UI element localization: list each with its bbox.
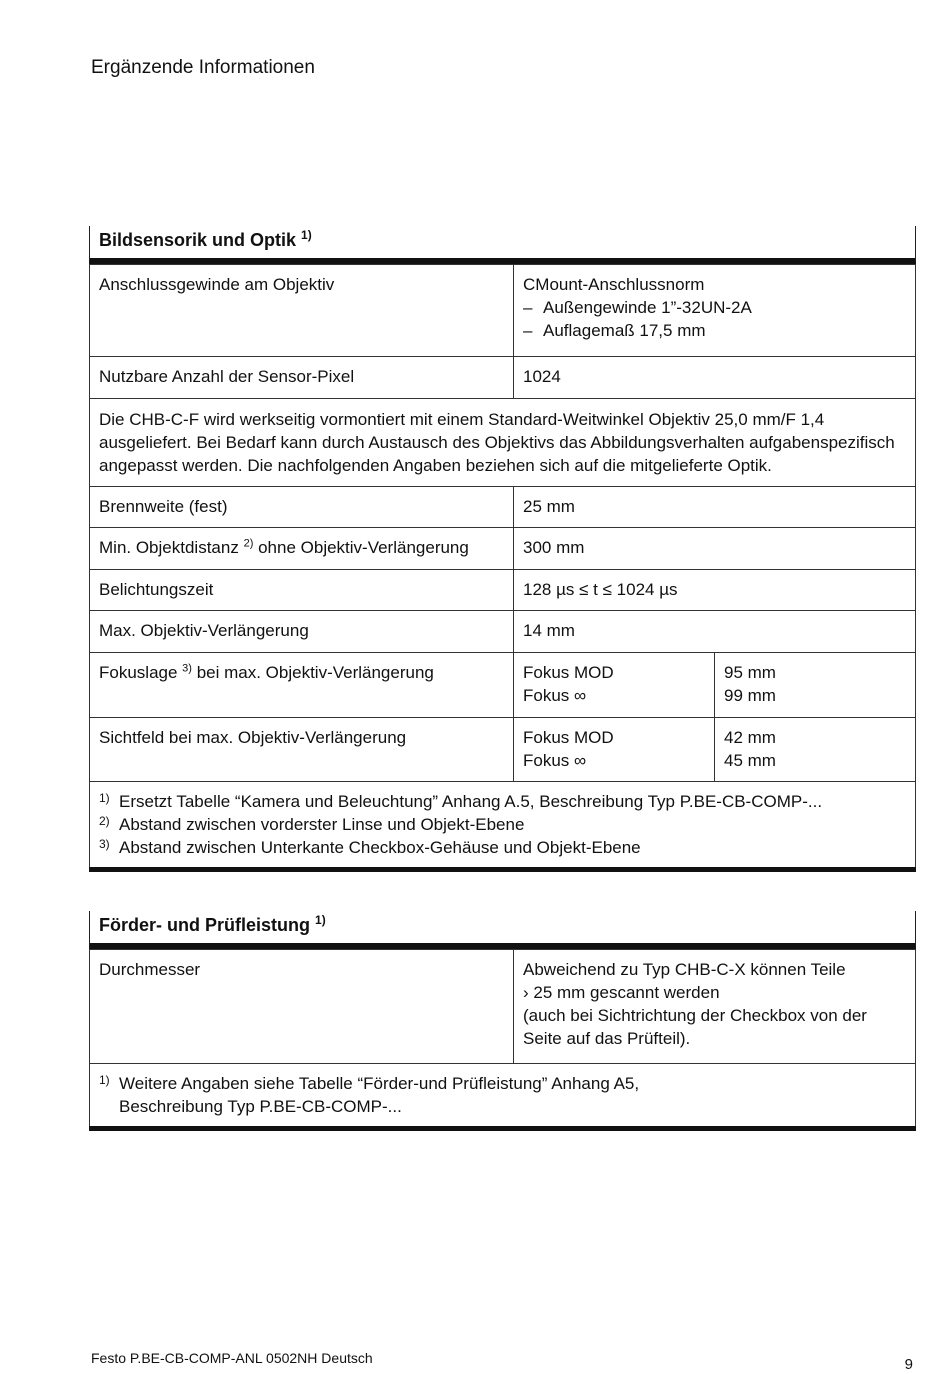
focus-mod-label: Fokus MOD xyxy=(523,728,614,747)
table-row xyxy=(90,357,916,399)
title-footnote-ref: 1) xyxy=(315,913,326,927)
table-row xyxy=(90,528,916,570)
focus-values xyxy=(715,653,916,718)
table-title xyxy=(89,226,916,264)
dash-item xyxy=(523,319,907,342)
row-value xyxy=(514,950,916,1064)
dash-item xyxy=(523,296,907,319)
row-value: 128 µs ≤ t ≤ 1024 µs xyxy=(514,570,916,611)
focus-inf-value: 99 mm xyxy=(724,686,776,705)
table-title xyxy=(89,911,916,949)
table-row xyxy=(90,399,916,487)
focus-modes xyxy=(514,653,715,718)
footnote-text: Abstand zwischen vorderster Linse und Objekt-Ebene xyxy=(119,815,525,834)
optics-note: Die CHB-C-F wird werkseitig vormontiert mit einem Standard-Weitwinkel Objektiv 25,0 mm/F 1,4 ausgeliefert. Bei Bedarf kann durch Austausch des Objektivs das Abbildungsverhalten aufgabenspezifisch angepasst werden. Die nachfolgenden Angaben beziehen sich auf die mitgelieferte Optik. xyxy=(90,399,916,487)
focus-modes xyxy=(514,718,715,782)
footnotes-row xyxy=(90,782,916,870)
page-number: 9 xyxy=(904,1356,913,1373)
footnote xyxy=(99,790,907,813)
focus-mod-value: 95 mm xyxy=(724,663,776,682)
row-label: Max. Objektiv-Verlängerung xyxy=(90,611,514,653)
footnote-line: Beschreibung Typ P.BE-CB-COMP-... xyxy=(119,1097,402,1116)
spec-table xyxy=(89,949,916,1131)
table-title-text: Förder- und Prüfleistung xyxy=(99,915,310,935)
row-value: 1024 xyxy=(514,357,916,399)
table-row xyxy=(90,950,916,1064)
footnote-text xyxy=(119,1072,639,1118)
footnote-text: Abstand zwischen Unterkante Checkbox-Gehäuse und Objekt-Ebene xyxy=(119,838,641,857)
page-header: Ergänzende Informationen xyxy=(91,57,315,78)
footnote xyxy=(99,1072,907,1118)
footnote-ref: 2) xyxy=(243,537,254,550)
table-bildsensorik xyxy=(89,226,916,872)
footer-doc-ref: Festo P.BE-CB-COMP-ANL 0502NH Deutsch xyxy=(91,1350,373,1366)
footnotes xyxy=(90,782,916,870)
footnotes-row xyxy=(90,1064,916,1129)
focus-inf-label: Fokus ∞ xyxy=(523,686,587,705)
label-part: Min. Objektdistanz xyxy=(99,538,239,557)
table-foerderleistung xyxy=(89,911,916,1131)
footnote-mark: 1) xyxy=(99,1073,110,1087)
value-line: Abweichend zu Typ CHB-C-X können Teile xyxy=(523,960,846,979)
footnote xyxy=(99,836,907,859)
focus-inf-label: Fokus ∞ xyxy=(523,751,587,770)
row-label: Belichtungszeit xyxy=(90,570,514,611)
footnote xyxy=(99,813,907,836)
row-label: Sichtfeld bei max. Objektiv-Verlängerung xyxy=(90,718,514,782)
row-label: Brennweite (fest) xyxy=(90,487,514,528)
table-row xyxy=(90,611,916,653)
value-line: CMount-Anschlussnorm xyxy=(523,275,705,294)
footnote-line: Weitere Angaben siehe Tabelle “Förder-und Prüfleistung” Anhang A5, xyxy=(119,1074,640,1093)
row-label: Anschlussgewinde am Objektiv xyxy=(90,265,514,357)
row-value: 300 mm xyxy=(514,528,916,570)
table-row xyxy=(90,653,916,718)
value-line: Außengewinde 1”-32UN-2A xyxy=(543,298,752,317)
row-value xyxy=(514,265,916,357)
fov-values xyxy=(715,718,916,782)
table-row xyxy=(90,570,916,611)
value-line: (auch bei Sichtrichtung der Checkbox von der Seite auf das Prüfteil). xyxy=(523,1006,867,1048)
row-value: 25 mm xyxy=(514,487,916,528)
row-label xyxy=(90,653,514,718)
focus-mod-label: Fokus MOD xyxy=(523,663,614,682)
footnote-mark: 1) xyxy=(99,791,110,805)
spec-table xyxy=(89,264,916,872)
fov-mod-value: 42 mm xyxy=(724,728,776,747)
table-row xyxy=(90,718,916,782)
table-title-text: Bildsensorik und Optik xyxy=(99,230,297,250)
value-line: Auflagemaß 17,5 mm xyxy=(543,321,706,340)
row-label: Nutzbare Anzahl der Sensor-Pixel xyxy=(90,357,514,399)
footnotes xyxy=(90,1064,916,1129)
row-label xyxy=(90,528,514,570)
value-line: › 25 mm gescannt werden xyxy=(523,983,720,1002)
label-part: bei max. Objektiv-Verlängerung xyxy=(196,663,434,682)
dash-mark: – xyxy=(523,298,533,317)
row-label: Durchmesser xyxy=(90,950,514,1064)
title-footnote-ref: 1) xyxy=(301,228,312,242)
table-row xyxy=(90,265,916,357)
footnote-mark: 2) xyxy=(99,814,110,828)
footnote-mark: 3) xyxy=(99,837,110,851)
footnote-text: Ersetzt Tabelle “Kamera und Beleuchtung” Anhang A.5, Beschreibung Typ P.BE-CB-COMP-... xyxy=(119,792,823,811)
label-part: ohne Objektiv-Verlängerung xyxy=(258,538,469,557)
row-value: 14 mm xyxy=(514,611,916,653)
dash-mark: – xyxy=(523,321,533,340)
footnote-ref: 3) xyxy=(182,662,192,675)
fov-inf-value: 45 mm xyxy=(724,751,776,770)
label-part: Fokuslage xyxy=(99,663,178,682)
table-row xyxy=(90,487,916,528)
